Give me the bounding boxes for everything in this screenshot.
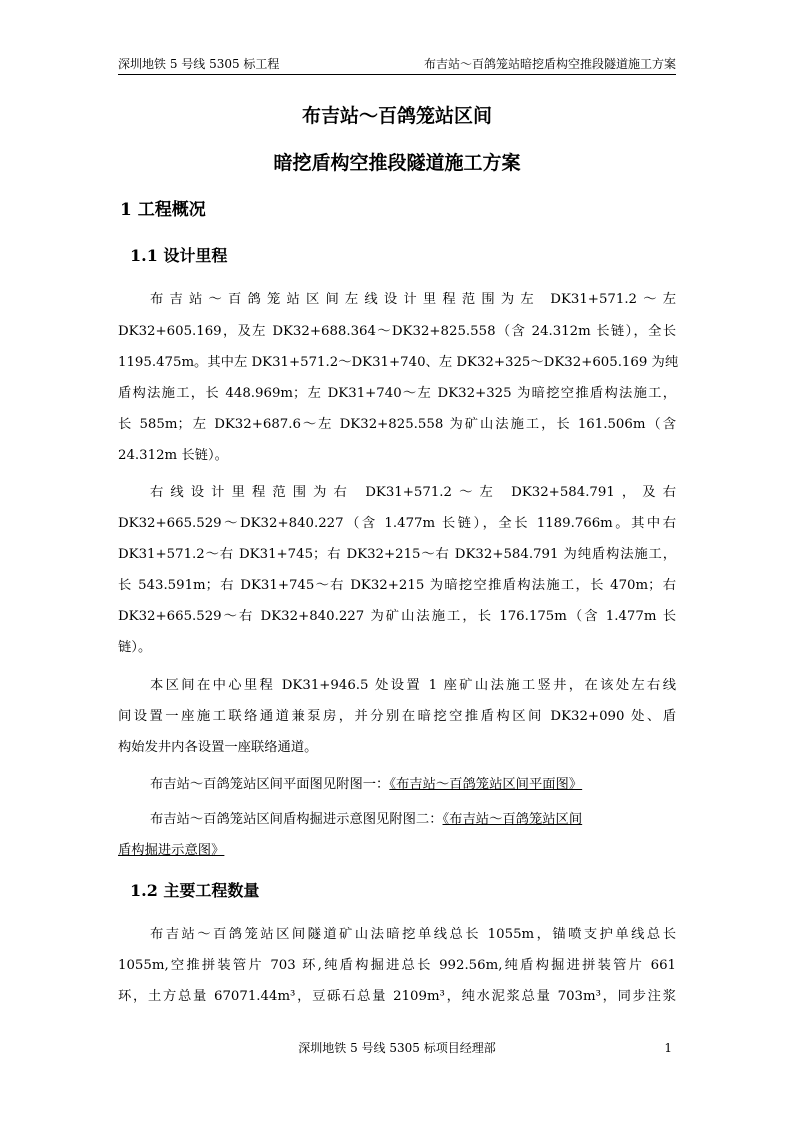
paragraph-line: 右线设计里程范围为右 DK31+571.2～左 DK32+584.791，及右 bbox=[150, 485, 676, 500]
paragraph-line: 本区间在中心里程 DK31+946.5 处设置 1 座矿山法施工竖井，在该处左右线 bbox=[150, 678, 676, 693]
paragraph-line: 长 543.591m；右 DK31+745～右 DK32+215 为暗挖空推盾构法施工，长 470m；右 bbox=[118, 578, 676, 593]
paragraph-line: 1195.475m。其中左 DK31+571.2～DK31+740、左 DK32+325～DK32+605.169 为纯 bbox=[118, 355, 679, 370]
document-title-line-2: 暗挖盾构空推段隧道施工方案 bbox=[273, 152, 521, 174]
paragraph-line: 构始发井内各设置一座联络通道。 bbox=[118, 740, 318, 755]
reference-prefix: 布吉站～百鸽笼站区间平面图见附图一： bbox=[150, 777, 390, 792]
paragraph-line: 间设置一座施工联络通道兼泵房，并分别在暗挖空推盾构区间 DK32+090 处、盾 bbox=[118, 709, 676, 724]
appendix-reference-1 bbox=[150, 775, 582, 795]
paragraph-line: 布吉站～百鸽笼站区间左线设计里程范围为左 DK31+571.2～左 bbox=[150, 292, 676, 307]
page-number: 1 bbox=[664, 1041, 672, 1055]
paragraph-line: 盾构法施工，长 448.969m；左 DK31+740～左 DK32+325 为暗挖空推盾构法施工， bbox=[118, 386, 676, 401]
appendix-2-link-continued[interactable]: 盾构掘进示意图》 bbox=[118, 843, 225, 858]
paragraph-line: DK32+665.529～DK32+840.227（含 1.477m 长链），全长 1189.766m。其中右 bbox=[118, 516, 676, 531]
section-1-1-heading: 1.1 设计里程 bbox=[130, 246, 228, 265]
appendix-1-link[interactable]: 《布吉站～百鸽笼站区间平面图》 bbox=[389, 777, 583, 792]
section-1-2-heading: 1.2 主要工程数量 bbox=[130, 881, 260, 900]
paragraph-line: 布吉站～百鸽笼站区间隧道矿山法暗挖单线总长 1055m，锚喷支护单线总长 bbox=[150, 927, 676, 942]
section-1-heading: 1 工程概况 bbox=[120, 200, 206, 220]
paragraph-line: DK31+571.2～右 DK31+745；右 DK32+215～右 DK32+584.791 为纯盾构法施工， bbox=[118, 547, 676, 562]
header-document-title: 布吉站～百鸽笼站暗挖盾构空推段隧道施工方案 bbox=[423, 57, 676, 71]
document-title-line-1: 布吉站～百鸽笼站区间 bbox=[301, 105, 492, 127]
reference-prefix: 布吉站～百鸽笼站区间盾构掘进示意图见附图二： bbox=[150, 812, 443, 827]
appendix-reference-2 bbox=[150, 810, 582, 830]
page-footer bbox=[118, 1040, 676, 1058]
paragraph-line: 1055m,空推拼装管片 703 环,纯盾构掘进总长 992.56m,纯盾构掘进拼装管片 661 bbox=[118, 958, 676, 973]
paragraph-line: 环，土方总量 67071.44m³，豆砾石总量 2109m³，纯水泥浆总量 703m³，同步注浆 bbox=[118, 989, 676, 1004]
paragraph-line: 长 585m；左 DK32+687.6～左 DK32+825.558 为矿山法施工，长 161.506m（含 bbox=[118, 417, 676, 432]
appendix-2-link[interactable]: 《布吉站～百鸽笼站区间 bbox=[442, 812, 583, 827]
paragraph-line: 24.312m 长链）。 bbox=[118, 448, 228, 463]
paragraph-line: DK32+665.529～右 DK32+840.227 为矿山法施工，长 176.175m（含 1.477m 长 bbox=[118, 609, 676, 624]
header-project-name: 深圳地铁 5 号线 5305 标工程 bbox=[118, 57, 280, 71]
paragraph-line: 链）。 bbox=[118, 640, 152, 655]
footer-organization: 深圳地铁 5 号线 5305 标项目经理部 bbox=[298, 1041, 496, 1055]
paragraph-line: DK32+605.169，及左 DK32+688.364～DK32+825.558（含 24.312m 长链），全长 bbox=[118, 324, 676, 339]
page-header bbox=[118, 56, 676, 75]
